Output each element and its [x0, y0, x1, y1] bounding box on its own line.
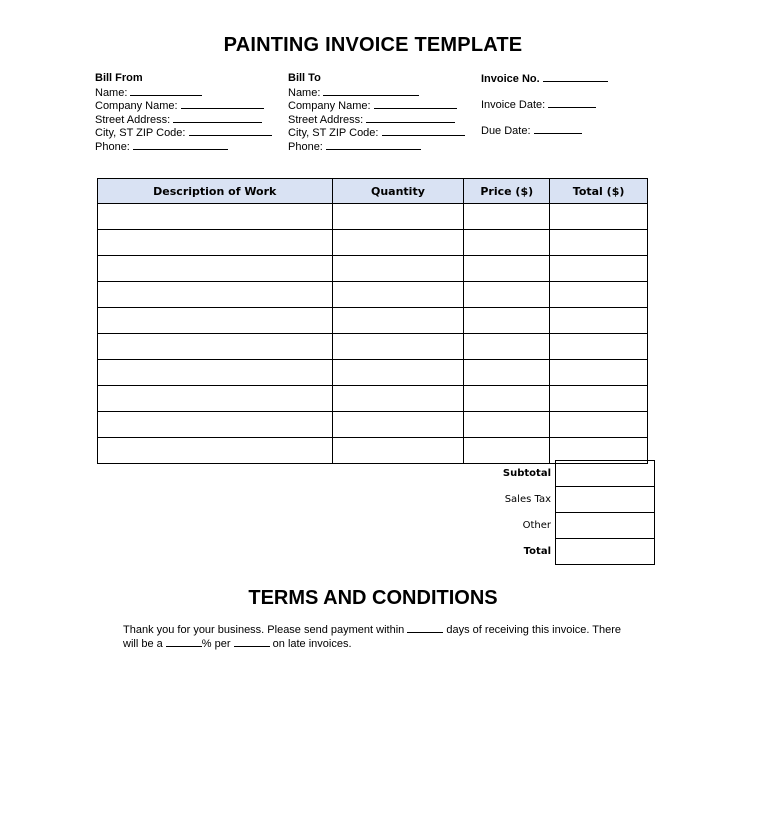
- table-body: [98, 204, 648, 464]
- bill-from-section: [95, 72, 272, 153]
- invoice-number-field[interactable]: [543, 72, 608, 82]
- bill-to-section: [288, 72, 465, 153]
- table-row: [98, 282, 648, 308]
- late-fee-percent-field[interactable]: [166, 637, 202, 647]
- terms-text: [123, 623, 623, 651]
- header-price: Price ($): [464, 179, 550, 204]
- bill-to-company-label: Company Name:: [288, 100, 371, 112]
- table-row: [98, 386, 648, 412]
- description-cell[interactable]: [98, 334, 333, 360]
- bill-to-city-field[interactable]: [382, 126, 465, 136]
- sales-tax-field[interactable]: [556, 487, 655, 513]
- table-row: [98, 412, 648, 438]
- description-cell[interactable]: [98, 438, 333, 464]
- bill-from-street-field[interactable]: [173, 113, 262, 123]
- bill-from-phone-label: Phone:: [95, 140, 130, 153]
- bill-to-phone-label: Phone:: [288, 140, 323, 153]
- price-cell[interactable]: [464, 412, 550, 438]
- description-cell[interactable]: [98, 360, 333, 386]
- header-description: Description of Work: [98, 179, 333, 204]
- bill-from-street-label: Street Address:: [95, 113, 171, 126]
- total-cell[interactable]: [550, 230, 648, 256]
- bill-to-name-field[interactable]: [323, 86, 419, 96]
- description-cell[interactable]: [98, 386, 333, 412]
- terms-text-part1: Thank you for your business. Please send payment within: [123, 624, 408, 636]
- due-date-label: Due Date:: [481, 125, 531, 137]
- price-cell[interactable]: [464, 230, 550, 256]
- bill-from-phone-field[interactable]: [133, 140, 228, 150]
- terms-text-part3: % per: [201, 638, 234, 650]
- header-quantity: Quantity: [332, 179, 464, 204]
- bill-from-name-label: Name:: [95, 86, 128, 99]
- description-cell[interactable]: [98, 230, 333, 256]
- total-row: [440, 539, 655, 565]
- payment-days-field[interactable]: [407, 623, 443, 633]
- sales-tax-label: Sales Tax: [504, 494, 551, 505]
- total-cell[interactable]: [550, 334, 648, 360]
- price-cell[interactable]: [464, 386, 550, 412]
- quantity-cell[interactable]: [332, 230, 464, 256]
- bill-from-city-label: City, ST ZIP Code:: [95, 127, 186, 139]
- table-row: [98, 334, 648, 360]
- invoice-meta-section: [481, 72, 608, 150]
- page-title: PAINTING INVOICE TEMPLATE: [223, 34, 523, 56]
- due-date-field[interactable]: [534, 124, 582, 134]
- bill-to-city-label: City, ST ZIP Code:: [288, 127, 379, 139]
- invoice-date-field[interactable]: [548, 98, 596, 108]
- quantity-cell[interactable]: [332, 334, 464, 360]
- total-cell[interactable]: [550, 360, 648, 386]
- quantity-cell[interactable]: [332, 412, 464, 438]
- total-field[interactable]: [556, 539, 655, 565]
- price-cell[interactable]: [464, 282, 550, 308]
- bill-from-heading: Bill From: [95, 72, 143, 84]
- price-cell[interactable]: [464, 308, 550, 334]
- total-cell[interactable]: [550, 386, 648, 412]
- bill-to-company-field[interactable]: [374, 99, 457, 109]
- total-cell[interactable]: [550, 256, 648, 282]
- terms-text-part2: days of receiving this invoice. There will be a: [123, 624, 622, 650]
- total-cell[interactable]: [550, 282, 648, 308]
- description-cell[interactable]: [98, 308, 333, 334]
- header-total: Total ($): [550, 179, 648, 204]
- quantity-cell[interactable]: [332, 256, 464, 282]
- other-row: [440, 513, 655, 539]
- items-table: [97, 178, 648, 464]
- table-row: [98, 256, 648, 282]
- price-cell[interactable]: [464, 334, 550, 360]
- terms-title: TERMS AND CONDITIONS: [248, 587, 498, 609]
- late-fee-period-field[interactable]: [234, 637, 270, 647]
- price-cell[interactable]: [464, 256, 550, 282]
- subtotal-label: Subtotal: [502, 468, 551, 479]
- invoice-number-label: Invoice No.: [481, 73, 540, 85]
- bill-to-name-label: Name:: [288, 86, 321, 99]
- total-label: Total: [523, 546, 551, 557]
- price-cell[interactable]: [464, 360, 550, 386]
- totals-table: [440, 460, 655, 565]
- bill-to-phone-field[interactable]: [326, 140, 421, 150]
- table-row: [98, 308, 648, 334]
- description-cell[interactable]: [98, 282, 333, 308]
- table-header-row: [98, 179, 648, 204]
- bill-from-name-field[interactable]: [130, 86, 202, 96]
- table-row: [98, 204, 648, 230]
- terms-text-part4: on late invoices.: [269, 638, 352, 650]
- subtotal-row: [440, 461, 655, 487]
- quantity-cell[interactable]: [332, 204, 464, 230]
- quantity-cell[interactable]: [332, 360, 464, 386]
- table-row: [98, 360, 648, 386]
- other-field[interactable]: [556, 513, 655, 539]
- bill-to-street-field[interactable]: [366, 113, 455, 123]
- bill-to-heading: Bill To: [288, 72, 321, 84]
- description-cell[interactable]: [98, 256, 333, 282]
- bill-from-city-field[interactable]: [189, 126, 272, 136]
- bill-from-company-field[interactable]: [181, 99, 264, 109]
- other-label: Other: [522, 520, 551, 531]
- bill-from-company-label: Company Name:: [95, 100, 178, 112]
- total-cell[interactable]: [550, 412, 648, 438]
- quantity-cell[interactable]: [332, 308, 464, 334]
- quantity-cell[interactable]: [332, 282, 464, 308]
- subtotal-field[interactable]: [556, 461, 655, 487]
- price-cell[interactable]: [464, 204, 550, 230]
- quantity-cell[interactable]: [332, 386, 464, 412]
- total-cell[interactable]: [550, 204, 648, 230]
- table-row: [98, 230, 648, 256]
- description-cell[interactable]: [98, 412, 333, 438]
- sales-tax-row: [440, 487, 655, 513]
- description-cell[interactable]: [98, 204, 333, 230]
- invoice-date-label: Invoice Date:: [481, 99, 546, 111]
- bill-to-street-label: Street Address:: [288, 113, 364, 126]
- total-cell[interactable]: [550, 308, 648, 334]
